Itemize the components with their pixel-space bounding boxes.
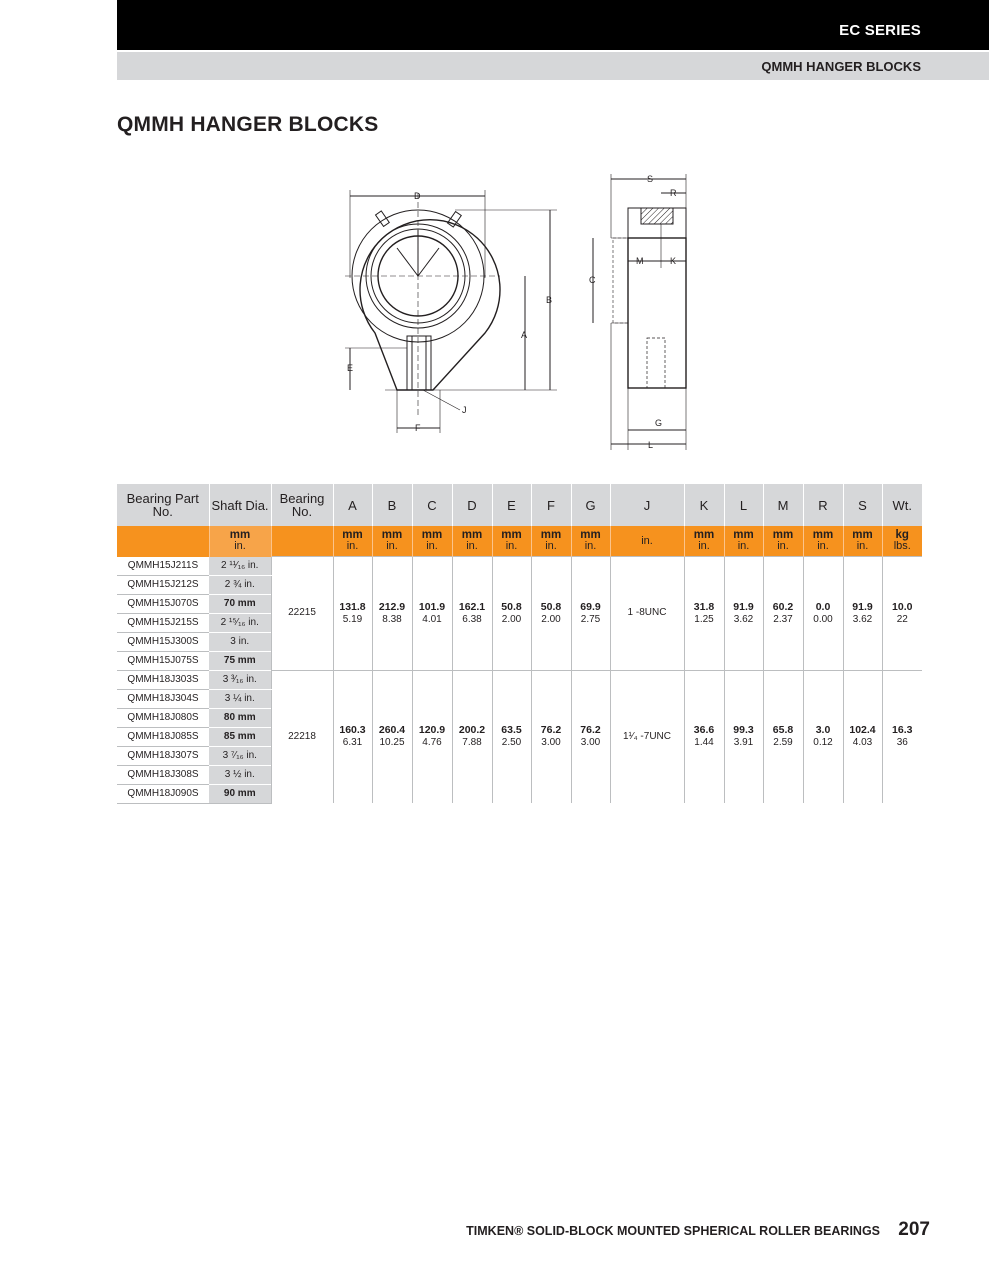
bearing-number-cell: 22215 — [271, 557, 333, 671]
dim-R-cell: 0.0 0.00 — [803, 557, 843, 671]
label-R: R — [670, 188, 677, 198]
shaft-dia-cell: 90 mm — [209, 784, 271, 803]
col-header-D: D — [452, 484, 492, 526]
dim-G-cell: 69.9 2.75 — [571, 557, 610, 671]
dim-L-cell: 99.3 3.91 — [724, 670, 763, 803]
units-B: mm in. — [372, 526, 412, 557]
hanger-block-drawing — [325, 168, 715, 458]
dim-L-cell: 91.9 3.62 — [724, 557, 763, 671]
part-number-cell: QMMH15J215S — [117, 613, 209, 632]
col-header-J: J — [610, 484, 684, 526]
weight-cell: 16.3 36 — [882, 670, 922, 803]
label-J: J — [462, 405, 467, 415]
shaft-dia-cell: 3 ¼ in. — [209, 689, 271, 708]
label-F: F — [415, 423, 421, 433]
col-header-L: L — [724, 484, 763, 526]
units-C: mm in. — [412, 526, 452, 557]
label-A: A — [521, 330, 528, 340]
table-row — [117, 670, 922, 689]
units-E: mm in. — [492, 526, 531, 557]
label-G: G — [655, 418, 663, 428]
col-header-shaft: Shaft Dia. — [209, 484, 271, 526]
units-bearing-blank — [271, 526, 333, 557]
part-number-cell: QMMH15J075S — [117, 651, 209, 670]
units-shaft: mm in. — [209, 526, 271, 557]
dimension-drawing — [325, 168, 715, 458]
front-view-labels — [347, 191, 552, 433]
label-L: L — [648, 440, 654, 450]
dim-M-cell: 60.2 2.37 — [763, 557, 803, 671]
spec-table-wrapper — [117, 484, 922, 804]
page-footer — [466, 1218, 938, 1242]
part-number-cell: QMMH18J085S — [117, 727, 209, 746]
shaft-dia-cell: 3 ³⁄₁₆ in. — [209, 670, 271, 689]
dim-E-cell: 50.8 2.00 — [492, 557, 531, 671]
units-M: mm in. — [763, 526, 803, 557]
dim-J-cell: 1 -8UNC — [610, 557, 684, 671]
dim-F-cell: 50.8 2.00 — [531, 557, 571, 671]
units-wt: kg lbs. — [882, 526, 922, 557]
col-header-F: F — [531, 484, 571, 526]
dim-A-cell: 131.8 5.19 — [333, 557, 372, 671]
table-header-row — [117, 484, 922, 526]
section-header-band — [117, 52, 989, 80]
units-R: mm in. — [803, 526, 843, 557]
units-D: mm in. — [452, 526, 492, 557]
shaft-dia-cell: 2 ¹¹⁄₁₆ in. — [209, 557, 271, 576]
dim-B-cell: 260.4 10.25 — [372, 670, 412, 803]
dim-J-cell: 1¹⁄₄ -7UNC — [610, 670, 684, 803]
table-units-row — [117, 526, 922, 557]
table-row — [117, 557, 922, 576]
label-K: K — [670, 256, 677, 266]
shaft-dia-cell: 2 ¹⁵⁄₁₆ in. — [209, 613, 271, 632]
series-label: EC SERIES — [839, 22, 921, 39]
shaft-dia-cell: 3 ½ in. — [209, 765, 271, 784]
part-number-cell: QMMH18J308S — [117, 765, 209, 784]
label-S: S — [647, 174, 654, 184]
spec-table — [117, 484, 922, 804]
dim-D-cell: 200.2 7.88 — [452, 670, 492, 803]
col-header-A: A — [333, 484, 372, 526]
units-G: mm in. — [571, 526, 610, 557]
dim-S-cell: 91.9 3.62 — [843, 557, 882, 671]
label-B: B — [546, 295, 553, 305]
page-title: QMMH HANGER BLOCKS — [117, 113, 379, 136]
col-header-C: C — [412, 484, 452, 526]
side-view — [593, 174, 686, 450]
dim-K-cell: 36.6 1.44 — [684, 670, 724, 803]
label-D: D — [414, 191, 421, 201]
dim-A-cell: 160.3 6.31 — [333, 670, 372, 803]
shaft-dia-cell: 85 mm — [209, 727, 271, 746]
section-label: QMMH HANGER BLOCKS — [761, 59, 921, 74]
col-header-part: Bearing Part No. — [117, 484, 209, 526]
units-part-blank — [117, 526, 209, 557]
footer-text: TIMKEN® SOLID-BLOCK MOUNTED SPHERICAL ROLLER BEARINGS — [466, 1224, 880, 1238]
shaft-dia-cell: 80 mm — [209, 708, 271, 727]
dim-M-cell: 65.8 2.59 — [763, 670, 803, 803]
label-M: M — [636, 256, 644, 266]
part-number-cell: QMMH15J212S — [117, 575, 209, 594]
dim-D-cell: 162.1 6.38 — [452, 557, 492, 671]
part-number-cell: QMMH15J211S — [117, 557, 209, 576]
weight-cell: 10.0 22 — [882, 557, 922, 671]
shaft-dia-cell: 3 ⁷⁄₁₆ in. — [209, 746, 271, 765]
col-header-E: E — [492, 484, 531, 526]
units-F: mm in. — [531, 526, 571, 557]
units-S: mm in. — [843, 526, 882, 557]
shaft-dia-cell: 2 ¾ in. — [209, 575, 271, 594]
shaft-dia-cell: 75 mm — [209, 651, 271, 670]
units-A: mm in. — [333, 526, 372, 557]
col-header-B: B — [372, 484, 412, 526]
part-number-cell: QMMH18J090S — [117, 784, 209, 803]
part-number-cell: QMMH15J300S — [117, 632, 209, 651]
col-header-wt: Wt. — [882, 484, 922, 526]
col-header-R: R — [803, 484, 843, 526]
part-number-cell: QMMH18J307S — [117, 746, 209, 765]
col-header-M: M — [763, 484, 803, 526]
dim-C-cell: 101.9 4.01 — [412, 557, 452, 671]
dim-E-cell: 63.5 2.50 — [492, 670, 531, 803]
part-number-cell: QMMH15J070S — [117, 594, 209, 613]
dim-R-cell: 3.0 0.12 — [803, 670, 843, 803]
shaft-dia-cell: 3 in. — [209, 632, 271, 651]
col-header-bearing: Bearing No. — [271, 484, 333, 526]
dim-S-cell: 102.4 4.03 — [843, 670, 882, 803]
part-number-cell: QMMH18J304S — [117, 689, 209, 708]
col-header-S: S — [843, 484, 882, 526]
page-number: 207 — [898, 1219, 930, 1240]
bearing-number-cell: 22218 — [271, 670, 333, 803]
label-C: C — [589, 275, 596, 285]
front-view — [345, 190, 557, 433]
dim-G-cell: 76.2 3.00 — [571, 670, 610, 803]
label-E: E — [347, 363, 354, 373]
dim-C-cell: 120.9 4.76 — [412, 670, 452, 803]
units-L: mm in. — [724, 526, 763, 557]
part-number-cell: QMMH18J303S — [117, 670, 209, 689]
dim-B-cell: 212.9 8.38 — [372, 557, 412, 671]
dim-F-cell: 76.2 3.00 — [531, 670, 571, 803]
col-header-G: G — [571, 484, 610, 526]
col-header-K: K — [684, 484, 724, 526]
part-number-cell: QMMH18J080S — [117, 708, 209, 727]
dim-K-cell: 31.8 1.25 — [684, 557, 724, 671]
table-body — [117, 557, 922, 804]
units-J: in. — [610, 526, 684, 557]
shaft-dia-cell: 70 mm — [209, 594, 271, 613]
series-header-band — [117, 0, 989, 50]
units-K: mm in. — [684, 526, 724, 557]
